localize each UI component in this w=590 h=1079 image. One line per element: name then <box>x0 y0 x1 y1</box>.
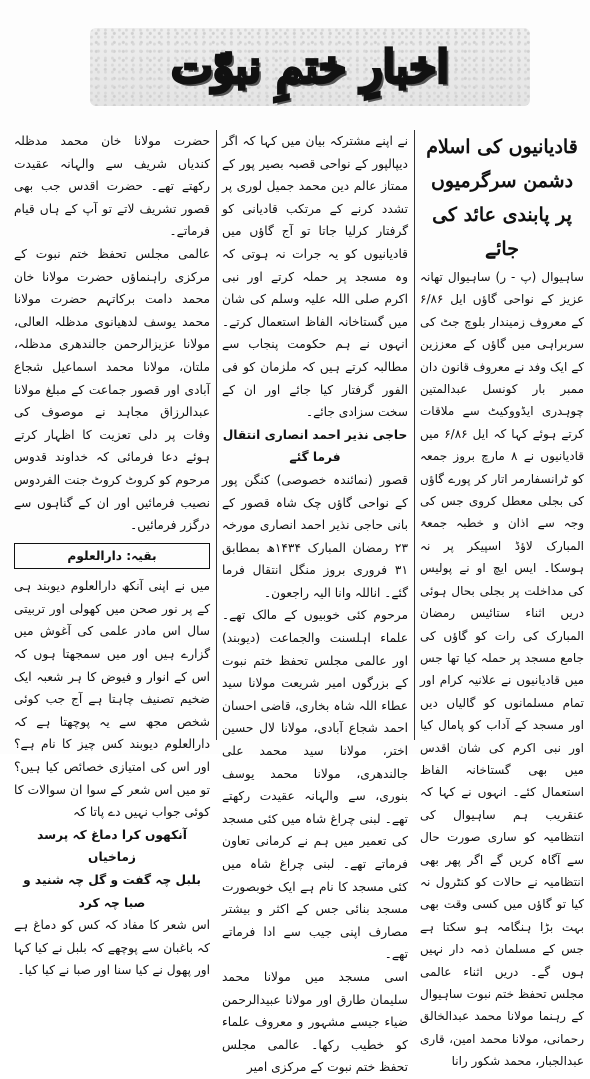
article-continuation: نے اپنے مشترکہ بیان میں کہا کہ اگر دیپالپور کے نواحی قصبہ بصیر پور کے ممتاز عالم دین محمد جمیل لوری پر تشدد کرنے کے مرتکب قادیانی کو گرفتار کرلیا جاتا تو آج گاؤں میں قادیانیوں کو یہ جرات نہ ہوتی کہ وہ مسجد پر حملہ کرتے اور نبی اکرم صلی اللہ علیہ وسلم کی شان میں گستاخانہ الفاظ استعمال کرتے۔ انہوں نے ہم حکومت پنجاب سے مطالبہ کرتے ہیں کہ ملزمان کو فی الفور گرفتار کیا جائے اور ان کے سخت سزادی جائے۔ <box>222 134 408 420</box>
condolence-paragraph: عالمی مجلس تحفظ ختم نبوت کے مرکزی راہنماؤں حضرت مولانا خان محمد دامت برکاتہم حضرت مولانا محمد یوسف لدھیانوی مدظلہ العالی، مولانا عزیزالرحمن جالندھری مدظلہ، ملتان، مولانا محمد اسماعیل شجاع آبادی اور قصور جماعت کے مبلغ مولانا عبدالرزاق مجاہد نے موصوف کی وفات پر دلی تعزیت کا اظہار کرتے ہوئے دعا فرمائی کہ خداوند قدوس مرحوم کو کروٹ کروٹ جنت الفردوس نصیب فرمائیں اور ان کے گناہوں سے درگزر فرمائیں۔ <box>14 246 210 533</box>
article-body: ساہیوال (پ - ر) ساہیوال تھانہ عزیز کے نواحی گاؤں ایل ۶/۸۶ کے معروف زمیندار بلوچ جٹ کی سربراہی میں گاؤں کے معززین کے ایک وفد نے معروف قانون دان ممبر بار کونسل عبدالمتین چوہدری ایڈووکیٹ سے ملاقات کرتے ہوئے کہا کہ ایل ۶/۸۶ میں قادیانیوں نے ۸ مارچ بروز جمعہ کو ٹرانسفارمر اتار کر پورے گاؤں کی بجلی معطل کروی جس کی وجہ سے اذان و خطبہ جمعۃ المبارک لاؤڈ اسپیکر پر نہ ہوسکا۔ ایس ایچ او نے پولیس کی مداخلت پر بجلی بحال ہوئی دریں اثناء ستائیس رمضان المبارک کی رات کو گاؤں کی جامع مسجد پر حملہ کیا تھا جس میں قادیانیوں نے علانیہ کرام اور تمام مسلمانوں کو گالیاں دیں اور مسجد کے آداب کو پامال کیا اور نبی اکرم کی شان اقدس میں بھی گستاخانہ الفاظ استعمال کئے۔ انہوں نے کہا کہ عنقریب ہم ساہیوال کی انتظامیہ کو ساری صورت حال سے آگاہ کریں گے اگر پھر بھی انتظامیہ نے حالات کو کنٹرول نہ کیا تو گاؤں میں کسی وقت بھی بہت بڑا ہنگامہ ہو سکتا ہے جس کے مسلمان ذمہ دار نہیں ہوں گے۔ دریں اثناء عالمی مجلس تحفظ ختم نبوت ساہیوال کے رہنما مولانا محمد عبدالخالق رحمانی، مولانا محمد امین، قاری عبدالجبار، محمد شکور رانا <box>420 270 584 1069</box>
obituary-continuation: حضرت مولانا خان محمد مدظلہ کندیاں شریف سے والہانہ عقیدت رکھتے تھے۔ حضرت اقدس جب بھی قصور تشریف لاتے تو آپ کے ہاں قیام فرماتے۔ <box>14 134 210 239</box>
obituary-headline: حاجی نذیر احمد انصاری انتقال فرما گئے <box>222 427 408 465</box>
article-headline: قادیانیوں کی اسلام دشمن سرگرمیوں پر پابندی عائد کی جائے <box>426 136 578 260</box>
poem-line-1: آنکھوں کرا دماغ کہ پرسد زماخیاں <box>37 827 187 865</box>
masthead-title: اخبارِ ختمِ نبوّت <box>171 41 449 93</box>
obituary-intro: قصور (نمائندہ خصوصی) کنگن پور کے نواحی گاؤں چک شاہ قصور کے بانی حاجی نذیر احمد انصاری مورخہ ۲۳ رمضان المبارک ۱۴۳۴ھ بمطابق ۳۱ فروری بروز منگل انتقال فرما گئے۔ اناللہ وانا الیہ راجعون۔ <box>222 472 408 600</box>
column-divider-left <box>216 130 217 740</box>
column-middle <box>222 130 408 1075</box>
continuation-box-heading: بقیہ: دارالعلوم <box>14 543 210 570</box>
column-left <box>14 130 210 978</box>
obituary-body-2: اسی مسجد میں مولانا محمد سلیمان طارق اور مولانا عبیدالرحمن ضیاء جیسے مشہور و معروف علماء کو خطیب رکھا۔ عالمی مجلس تحفظ ختم نبوت کے مرکزی امیر <box>222 969 408 1075</box>
darululoom-paragraph: میں نے اپنی آنکھ دارالعلوم دیوبند ہی کے پر نور صحن میں کھولی اور تربیتی سال اس مادر علمی کی آغوش میں گزارے ہیں اور میں سمجھتا ہوں کہ اس کے انوار و فیوض کا ہر شعبہ ایک ضخیم تصنیف چاہتا ہے آج جب کوئی شخص مجھ سے یہ پوچھتا ہے کہ دارالعلوم دیوبند کس چیز کا نام ہے؟ اور اس کی امتیازی خصائص کیا ہیں؟ تو میں اس شعر کے سوا ان سوالات کا کوئی جواب نہیں دے پاتا کہ <box>14 579 210 820</box>
poem-line-2: بلبل چہ گفت و گل چہ شنید و صبا چہ کرد <box>23 873 201 910</box>
obituary-body: مرحوم کئی خوبیوں کے مالک تھے۔ علماء اہلسنت والجماعت (دیوبند) اور عالمی مجلس تحفظ ختم نبوت کے بزرگوں امیر شریعت مولانا سید عطاء اللہ شاہ بخاری، قاضی احسان احمد شجاع آبادی، مولانا لال حسین اختر، مولانا سید محمد علی جالندھری، مولانا محمد یوسف بنوری، سے والہانہ عقیدت رکھتے تھے۔ لبنی چراغ شاہ میں کئی مسجد کی تعمیر میں ہم نے کرمانی تعاون فرماتے تھے۔ لبنی چراغ شاہ میں کئی مسجد کا نام ہے ایک خوبصورت مسجد بنائی جس کے اکثر و بیشتر مصارف اپنی جیب سے ادا فرماتے تھے۔ <box>222 608 408 962</box>
masthead-banner <box>90 28 530 106</box>
poem-explanation: اس شعر کا مفاد کہ کس کو دماغ ہے کہ باغبان سے پوچھے کہ بلبل نے کیا کہا اور پھول نے کیا سنا اور صبا نے کیا کیا۔ <box>14 918 210 978</box>
column-right <box>420 130 584 1069</box>
column-divider-right <box>414 130 415 740</box>
